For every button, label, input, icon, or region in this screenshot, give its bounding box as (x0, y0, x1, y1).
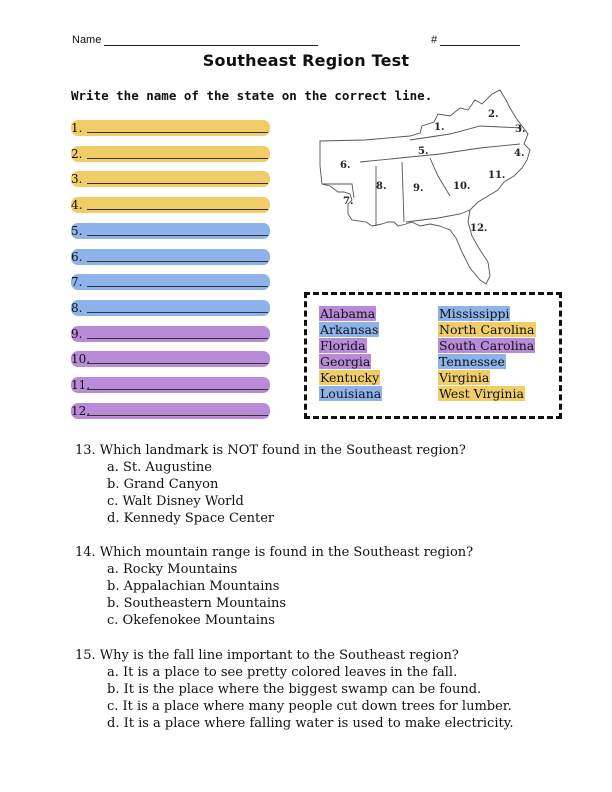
answer-blank[interactable] (87, 183, 268, 184)
answer-line-3[interactable] (71, 171, 270, 187)
answer-blank[interactable] (87, 261, 268, 262)
answer-line-5[interactable] (71, 223, 270, 239)
answer-line-9[interactable] (71, 326, 270, 342)
word-bank (304, 292, 562, 419)
answer-option[interactable]: d. It is a place where falling water is used to make electricity. (107, 716, 514, 731)
word-bank-state: Kentucky (320, 370, 380, 385)
map-label-5: 5. (418, 146, 429, 157)
instruction-text: Write the name of the state on the correct line. (71, 88, 433, 103)
map-outline (320, 90, 530, 284)
word-bank-state: South Carolina (439, 338, 535, 353)
answer-line-number: 11. (71, 378, 91, 392)
map-borders (320, 90, 530, 284)
name-line[interactable] (104, 35, 318, 46)
answer-blank[interactable] (87, 209, 268, 210)
answer-option[interactable]: c. It is a place where many people cut down trees for lumber. (107, 699, 512, 714)
word-bank-state: Arkansas (320, 322, 379, 337)
map-label-12: 12. (470, 223, 488, 234)
answer-line-6[interactable] (71, 249, 270, 265)
answer-line-4[interactable] (71, 197, 270, 213)
answer-line-number: 10. (71, 352, 91, 367)
map-number-labels (340, 109, 525, 234)
border-al-ga (402, 162, 404, 222)
border-fl (406, 210, 470, 222)
answer-line-10[interactable] (71, 351, 270, 367)
answer-blank[interactable] (87, 338, 268, 339)
page-title: Southeast Region Test (202, 51, 410, 70)
map-label-3: 3. (515, 124, 526, 135)
answer-blank[interactable] (87, 312, 268, 313)
answer-line-number: 9. (71, 326, 83, 341)
map-label-8: 8. (376, 181, 387, 192)
map-label-9: 9. (413, 183, 424, 194)
number-label: # (431, 34, 438, 46)
word-bank-state: West Virginia (439, 386, 524, 401)
word-bank-state: Florida (320, 338, 366, 353)
question-15: 15. Why is the fall line important to the Southeast region? (75, 648, 459, 663)
answer-line-number: 1. (71, 121, 83, 135)
answer-option[interactable]: b. Grand Canyon (107, 477, 219, 492)
number-line[interactable] (440, 35, 520, 46)
answer-option[interactable]: a. It is a place to see pretty colored leaves in the fall. (107, 665, 458, 680)
word-bank-state: Tennessee (439, 354, 505, 369)
number-field[interactable] (431, 34, 520, 46)
answer-line-number: 4. (71, 198, 83, 213)
answer-blank[interactable] (87, 389, 268, 390)
answer-blank[interactable] (87, 363, 268, 364)
border-ga-sc (430, 158, 450, 196)
answer-blank[interactable] (87, 286, 268, 287)
answer-blank[interactable] (87, 158, 268, 159)
answer-blank[interactable] (87, 132, 268, 133)
answer-option[interactable]: d. Kennedy Space Center (107, 511, 275, 526)
answer-blank[interactable] (87, 415, 268, 416)
answer-line-11[interactable] (71, 377, 270, 393)
answer-option[interactable]: c. Okefenokee Mountains (107, 613, 275, 628)
map-label-11: 11. (488, 170, 506, 181)
answer-line-number: 5. (71, 223, 83, 238)
answer-blank[interactable] (87, 235, 268, 236)
answer-line-number: 8. (71, 300, 83, 315)
question-13: 13. Which landmark is NOT found in the Southeast region? (75, 443, 466, 458)
name-label: Name (72, 34, 102, 46)
answer-option[interactable]: b. It is the place where the biggest swamp can be found. (107, 682, 482, 697)
word-bank-state: Virginia (439, 370, 490, 385)
answer-line-1[interactable] (71, 120, 270, 136)
map-label-2: 2. (488, 109, 499, 120)
name-field[interactable] (72, 34, 318, 46)
answer-option[interactable]: a. St. Augustine (107, 460, 212, 475)
word-bank-state: Mississippi (439, 306, 510, 321)
word-bank-state: North Carolina (439, 322, 535, 337)
map-label-7: 7. (343, 196, 354, 207)
border-ky-tn (360, 144, 520, 162)
answer-line-number: 7. (71, 275, 83, 290)
word-bank-state: Georgia (320, 354, 371, 369)
answer-option[interactable]: c. Walt Disney World (107, 494, 244, 509)
map-label-4: 4. (514, 148, 525, 159)
border-va-nc (410, 126, 522, 140)
answer-line-number: 2. (71, 146, 83, 161)
answer-option[interactable]: a. Rocky Mountains (107, 562, 238, 577)
map-label-10: 10. (453, 181, 471, 192)
southeast-map (310, 86, 545, 286)
answer-line-number: 3. (71, 172, 83, 187)
answer-line-8[interactable] (71, 300, 270, 316)
answer-option[interactable]: b. Appalachian Mountains (107, 579, 280, 594)
map-label-6: 6. (340, 160, 351, 171)
answer-line-7[interactable] (71, 274, 270, 290)
answer-line-number: 6. (71, 249, 83, 264)
map-label-1: 1. (434, 122, 445, 133)
answer-line-number: 12. (71, 403, 91, 418)
word-bank-state: Alabama (320, 306, 376, 321)
answer-option[interactable]: b. Southeastern Mountains (107, 596, 287, 611)
question-14: 14. Which mountain range is found in the Southeast region? (75, 545, 474, 560)
word-bank-state: Louisiana (320, 386, 382, 401)
answer-line-2[interactable] (71, 146, 270, 162)
answer-line-12[interactable] (71, 403, 270, 419)
